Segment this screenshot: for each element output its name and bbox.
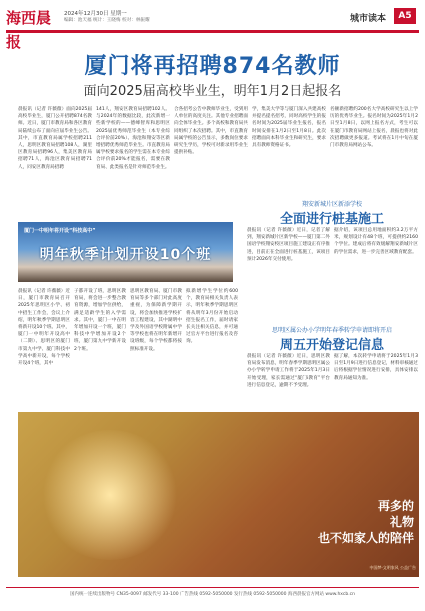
footer-rule [6, 587, 419, 588]
lower-column-4: 拟新增学生学位约600个，教育局相关负责人表示，明年秋季学期思明区将从明年3月份开始启动招生报名工作，届时请家长关注相关信息，并可通过官方平台进行报名及咨询。 [186, 289, 238, 345]
main-headline: 厦门将再招聘874名教师 [84, 54, 341, 79]
section-name: 城市读本 [350, 14, 387, 24]
ad-light-glow [40, 430, 180, 560]
lower-column-1: 晨报讯（记者 许薇薇）近日，厦门市教育局召开2025年思明区小学、初中招生工作会，会议上介绍，明年秋季学期思明区将新开设10个班。其中，厦门一中明年开设高中（二期）、思明区的厦门市第九中学、厦门科技中学高中新开设，每个学校开设4个班，其中 [18, 289, 70, 367]
footer-info: 国内统一连续出版物号 CN35-0097 邮发代号 33-100 广告热线 0592-5050000 发行热线 0592-5050000 海西晨报官方网站 www.hxcb.cn [70, 592, 355, 597]
page-number: A5 [394, 8, 416, 24]
main-column-3: 合各招考公告中教师毕业生，受到用人单位的高度关注。其他专业招聘面向全体毕业生。多个高校和教育局共同组织了本次招聘。其中，市直教育局属学校的公告显示，多数岗位要求研究生学历，学校可对新录用毕业生提供补贴。 [174, 107, 248, 156]
right-article-2-column-2: 据了解，本次转学申请将于2025年1月3日至1月9日进行信息登记，材料审核通过后将根据学位情况进行安排，具体安排以教育局通知为准。 [334, 354, 418, 381]
right-article-1-column-1: 晨报讯（记者 许薇薇）近日，记者了解到，翔安新城片区新学校——厦门第二外国语学校翔安校区项目施工建设正有序推进，目前正在全面进行桩基施工，该项目预计2026年交付使用。 [247, 228, 330, 262]
main-subhead: 面向2025届高校毕业生，明年1月2日起报名 [83, 84, 342, 99]
right-article-2-title: 周五开始登记信息 [279, 338, 384, 353]
right-article-1-kicker: 翔安新城片区新添学校 [301, 201, 362, 208]
right-article-2-kicker: 思明区属公办小学明年春季转学申请即将开启 [271, 327, 392, 334]
masthead: 海西晨报 [6, 9, 52, 51]
photo-tag: 厦门一中明年将开设“科技高中” [24, 228, 96, 234]
main-column-1: 晨报讯（记者 许薇薇）面向2025届高校毕业生，厦门公开招聘874名教师。近日，厦门市教育局和各区教育局陆续公布了面向应届毕业生公告。其中，市直教育局属学校招聘211人，思明区教育局招聘108人，湖里区教育局招聘96人，集美区教育局招聘71人，海沧区教育局招聘71人，同安区教育局招聘 [18, 107, 92, 170]
main-column-5: 名额新招聘约200名大学高校研究生以上学历的优秀毕业生。报名时间为2025年1月2日至1月8日，以网上报名方式，考生可以在厦门市教育局网站上报名，晨报也将对此次招聘做更多报道。考试将在1月中旬在厦门市教育局网站公布。 [330, 107, 418, 149]
ad-slogan-line-2: 礼物 [389, 515, 414, 529]
ad-slogan-line-1: 再多的 [377, 499, 414, 513]
editor-credits: 编辑：池天福 统计：王晓梅 校对：林振耀 [64, 18, 150, 23]
main-column-4: 学，集美大学等与厦门深入共建高校并提名提名招考，同时高校学生的报名时间为2025届毕业生报名，报名时间安排在1月2日至1月8日。此次招聘面向本科毕业生和研究生，要求具有教师资格证书。 [252, 107, 326, 149]
lower-column-2: 子都开设了班，思明区教育局，将会进一步整合教育资源，增加学位供给，满足适龄学生的入学需求。其中，厦门一中在明年增加开设一个班，厦门科技中学增加开设2个班，厦门第九中学新开设2个班。 [74, 289, 126, 352]
ad-credit: 中国梦·文明家风 公益广告 [369, 565, 416, 570]
right-article-1-title: 全面进行桩基施工 [279, 212, 384, 227]
right-article-1-column-2: 据介绍，该项目总用地面积约3.2万平方米，规划设计有48个班，可提供约2160个学位。建成后将有效缓解翔安新城片区的学位需求，进一步完善区域教育配套。 [334, 228, 418, 255]
right-article-2-column-1: 晨报讯（记者 许薇薇）近日，思明区教育局发布消息，明年春季学期思明区属公办小学转学申请工作将于2025年1月3日开始受理，家长需通过“厦门i教育”平台进行信息登记，逾期不予受理。 [247, 354, 330, 388]
lower-column-3: 思明区教育局、厦门市教育局等多个部门对此高度重视，为保障新学期开设，将会加快推进学校扩容工程建设，其中湖明中学及外国语学校附属中学等学校也将在明年新增开设班级，每个学校都将按照标准开设。 [130, 289, 182, 352]
photo-headline: 明年秋季计划开设10个班 [39, 247, 212, 263]
issue-date: 2024年12月30日 星期一 [64, 11, 127, 17]
ad-slogan-line-3: 也不如家人的陪伴 [318, 531, 415, 545]
main-column-2: 141人，翔安区教育局招聘102人。与2024年的数据比较，此次新增一些新学校的——德峰智库和思明区2025届优秀师范毕业生（本专业综合评价前20%）、海沧和翔安等区新增招聘优秀师范毕业生。市直教育局属学校要求报名的学生需在本专业综合评价前20%才能报名，需要在教育局、此类报名是针对师范毕业生。 [96, 107, 170, 170]
header-rule [6, 30, 419, 33]
